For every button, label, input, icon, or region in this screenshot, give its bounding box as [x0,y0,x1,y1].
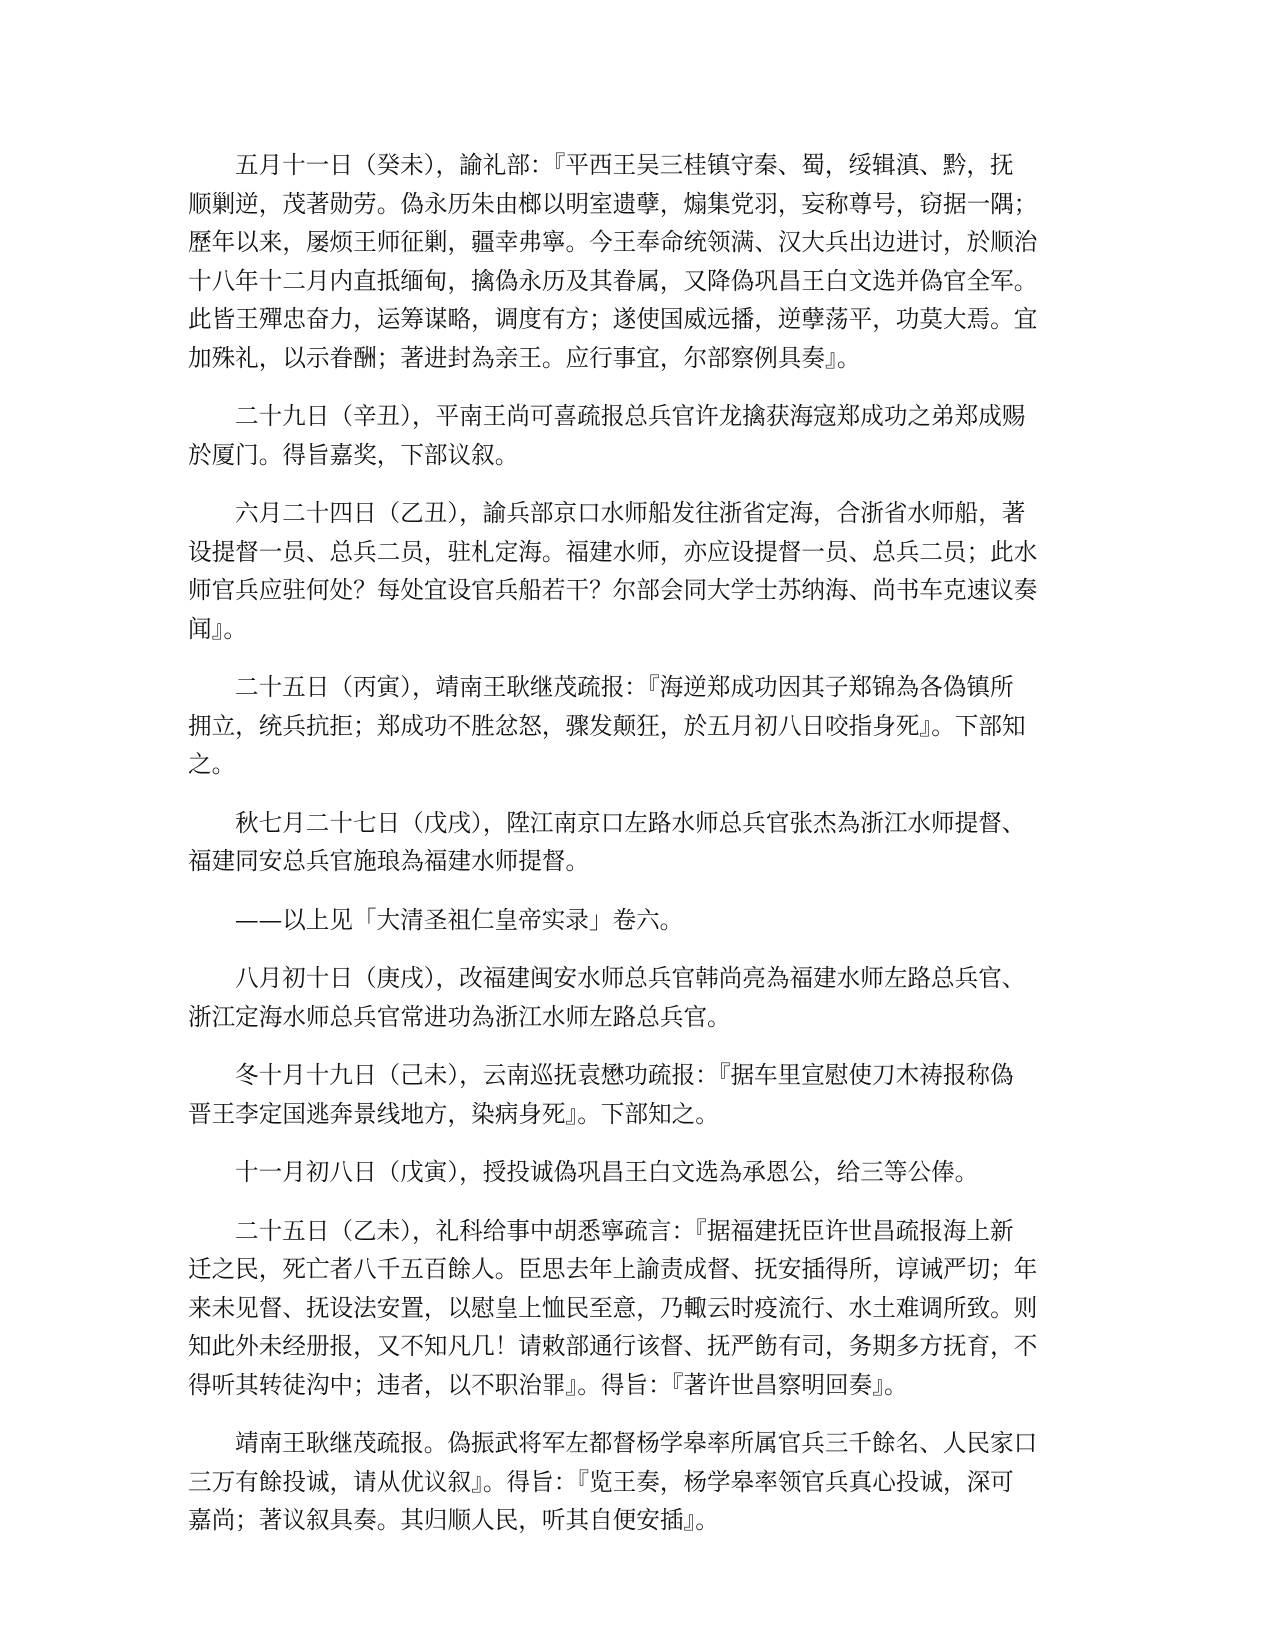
paragraph-line: 五月十一日（癸未），諭礼部：『平西王吴三桂镇守秦、蜀，绥辑滇、黔，抚 [235,151,1014,179]
paragraph-line: 福建同安总兵官施琅為福建水师提督。 [188,847,590,875]
paragraph-line: 二十五日（丙寅），靖南王耿继茂疏报：『海逆郑成功因其子郑锦為各偽镇所 [235,673,1014,701]
paragraph-line: 师官兵应驻何处？每处宜设官兵船若干？尔部会同大学士苏纳海、尚书车克速议奏 [188,576,1038,604]
paragraph-line: 拥立，统兵抗拒；郑成功不胜忿怒，骤发颠狂，於五月初八日咬指身死』。下部知 [188,711,1026,740]
paragraph-line: 二十五日（乙未），礼科给事中胡悉寧疏言：『据福建抚臣许世昌疏报海上新 [235,1216,1014,1245]
paragraph [188,146,1088,377]
paragraph-line: 歷年以来，屡烦王师征剿，疆幸弗寧。今王奉命统领满、汉大兵出边进讨，於顺治 [188,228,1038,256]
paragraph-line: 於厦门。得旨嘉奖，下部议叙。 [188,440,519,469]
paragraph [188,901,1088,940]
paragraph-line: 八月初十日（庚戌），改福建闽安水师总兵官韩尚亮為福建水师左路总兵官、 [235,964,1026,992]
paragraph-line: 顺剿逆，茂著勋劳。偽永历朱由榔以明室遗孽，煽集党羽，妄称尊号，窃据一隅； [188,189,1038,218]
paragraph-line: 迁之民，死亡者八千五百餘人。臣思去年上諭责成督、抚安插得所，谆诫严切；年 [188,1255,1038,1283]
paragraph-line: 设提督一员、总兵二员，驻札定海。福建水师，亦应设提督一员、总兵二员；此水 [188,537,1038,566]
paragraph [188,494,1088,648]
paragraph-line: 闻』。 [188,614,247,643]
paragraph-line: 靖南王耿继茂疏报。偽振武将军左都督杨学皋率所属官兵三千餘名、人民家口 [235,1429,1038,1457]
paragraph-line: 来未见督、抚设法安置，以慰皇上恤民至意，乃輙云时疫流行、水土难调所致。则 [188,1293,1038,1322]
paragraph [188,1212,1088,1405]
paragraph [188,804,1088,881]
paragraph [188,1056,1088,1133]
document-body [188,146,1088,1540]
paragraph-line: 浙江定海水师总兵官常进功為浙江水师左路总兵官。 [188,1002,731,1031]
paragraph [188,1153,1088,1192]
paragraph [188,959,1088,1036]
paragraph-line: 此皆王殫忠奋力，运筹谋略，调度有方；遂使国威远播，逆孽荡平，功莫大焉。宜 [188,305,1038,333]
paragraph-line: ——以上见「大清圣祖仁皇帝实录」卷六。 [235,905,684,934]
paragraph-line: 三万有餘投诚，请从优议叙』。得旨：『览王奏，杨学皋率领官兵真心投诚，深可 [188,1467,1014,1496]
paragraph [188,1424,1088,1540]
paragraph-line: 十一月初八日（戊寅），授投诚偽巩昌王白文选為承恩公，给三等公俸。 [235,1158,979,1186]
paragraph-line: 六月二十四日（乙丑），諭兵部京口水师船发往浙省定海，合浙省水师船，著 [235,499,1026,527]
paragraph [188,668,1088,784]
paragraph-line: 加殊礼，以示眷酬；著进封為亲王。应行事宜，尔部察例具奏』。 [188,343,861,372]
document-page [188,146,1088,1560]
paragraph-line: 十八年十二月内直抵缅甸，擒偽永历及其眷属，又降偽巩昌王白文选并偽官全军。 [188,266,1038,295]
paragraph-line: 得听其转徒沟中；违者，以不职治罪』。得旨：『著许世昌察明回奏』。 [188,1370,908,1399]
paragraph-line: 冬十月十九日（己未），云南巡抚袁懋功疏报：『据车里宣慰使刀木祷报称偽 [235,1061,1014,1089]
paragraph-line: 二十九日（辛丑），平南王尚可喜疏报总兵官许龙擒获海寇郑成功之弟郑成赐 [235,402,1026,430]
paragraph-line: 秋七月二十七日（戊戌），陞江南京口左路水师总兵官张杰為浙江水师提督、 [235,808,1026,837]
paragraph-line: 知此外未经册报，又不知凡几！请敕部通行该督、抚严飭有司，务期多方抚育，不 [188,1332,1038,1360]
paragraph-line: 之。 [188,750,236,778]
paragraph-line: 嘉尚；著议叙具奏。其归顺人民，听其自便安插』。 [188,1506,719,1534]
paragraph-line: 晋王李定国逃奔景线地方，染病身死』。下部知之。 [188,1099,719,1128]
paragraph [188,397,1088,474]
